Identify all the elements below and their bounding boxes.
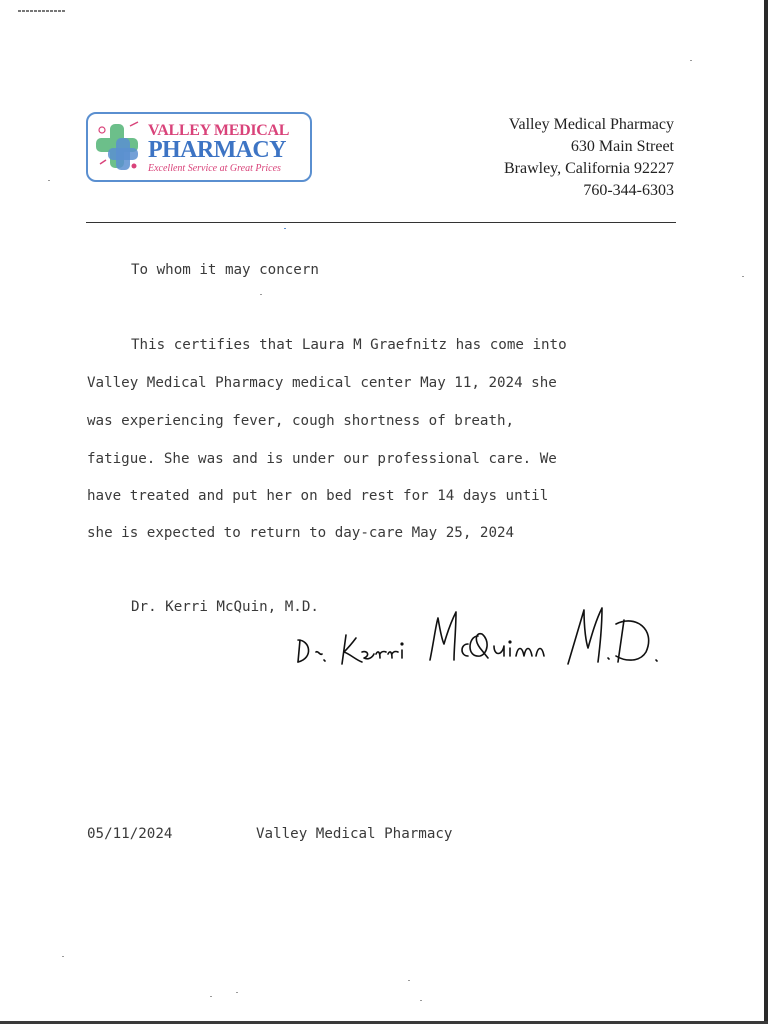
address-street: 630 Main Street	[570, 138, 674, 155]
body-line: she is expected to return to day-care May 25, 2024	[87, 525, 515, 541]
address-phone: 760-344-6303	[583, 182, 674, 199]
logo-title-line1: VALLEY MEDICAL	[148, 122, 290, 139]
logo-title-line2: PHARMACY	[148, 137, 286, 163]
body-line: fatigue. She was and is under our professional care. We	[87, 451, 557, 467]
logo-tagline: Excellent Service at Great Prices	[148, 163, 281, 174]
scan-edge-right	[764, 0, 768, 1024]
handwritten-signature	[290, 600, 670, 675]
medical-cross-logo-icon	[94, 120, 144, 181]
body-line: have treated and put her on bed rest for 14 days until	[87, 488, 549, 504]
address-city: Brawley, California 92227	[503, 160, 674, 177]
scan-speck	[690, 60, 692, 61]
body-line: was experiencing fever, cough shortness of breath,	[87, 413, 515, 429]
body-line: Valley Medical Pharmacy medical center May 11, 2024 she	[87, 375, 557, 391]
scan-corner-mark	[18, 0, 66, 4]
scan-speck	[210, 996, 212, 997]
scan-speck	[420, 1000, 422, 1001]
footer-organization: Valley Medical Pharmacy	[256, 826, 453, 842]
pharmacy-logo	[86, 112, 312, 182]
letter-greeting: To whom it may concern	[131, 262, 319, 278]
footer-date: 05/11/2024	[87, 826, 173, 842]
scan-speck	[742, 276, 744, 277]
scan-speck	[284, 228, 286, 229]
scan-speck	[236, 992, 238, 993]
letterhead-divider	[86, 222, 676, 223]
signer-name: Dr. Kerri McQuin, M.D.	[131, 599, 319, 615]
letterhead-address	[504, 114, 674, 202]
scan-speck	[62, 956, 64, 957]
scan-speck	[48, 180, 50, 181]
body-line: This certifies that Laura M Graefnitz has come into	[131, 337, 567, 353]
scan-speck	[408, 980, 410, 981]
scan-speck	[260, 294, 262, 295]
address-name: Valley Medical Pharmacy	[508, 116, 674, 133]
